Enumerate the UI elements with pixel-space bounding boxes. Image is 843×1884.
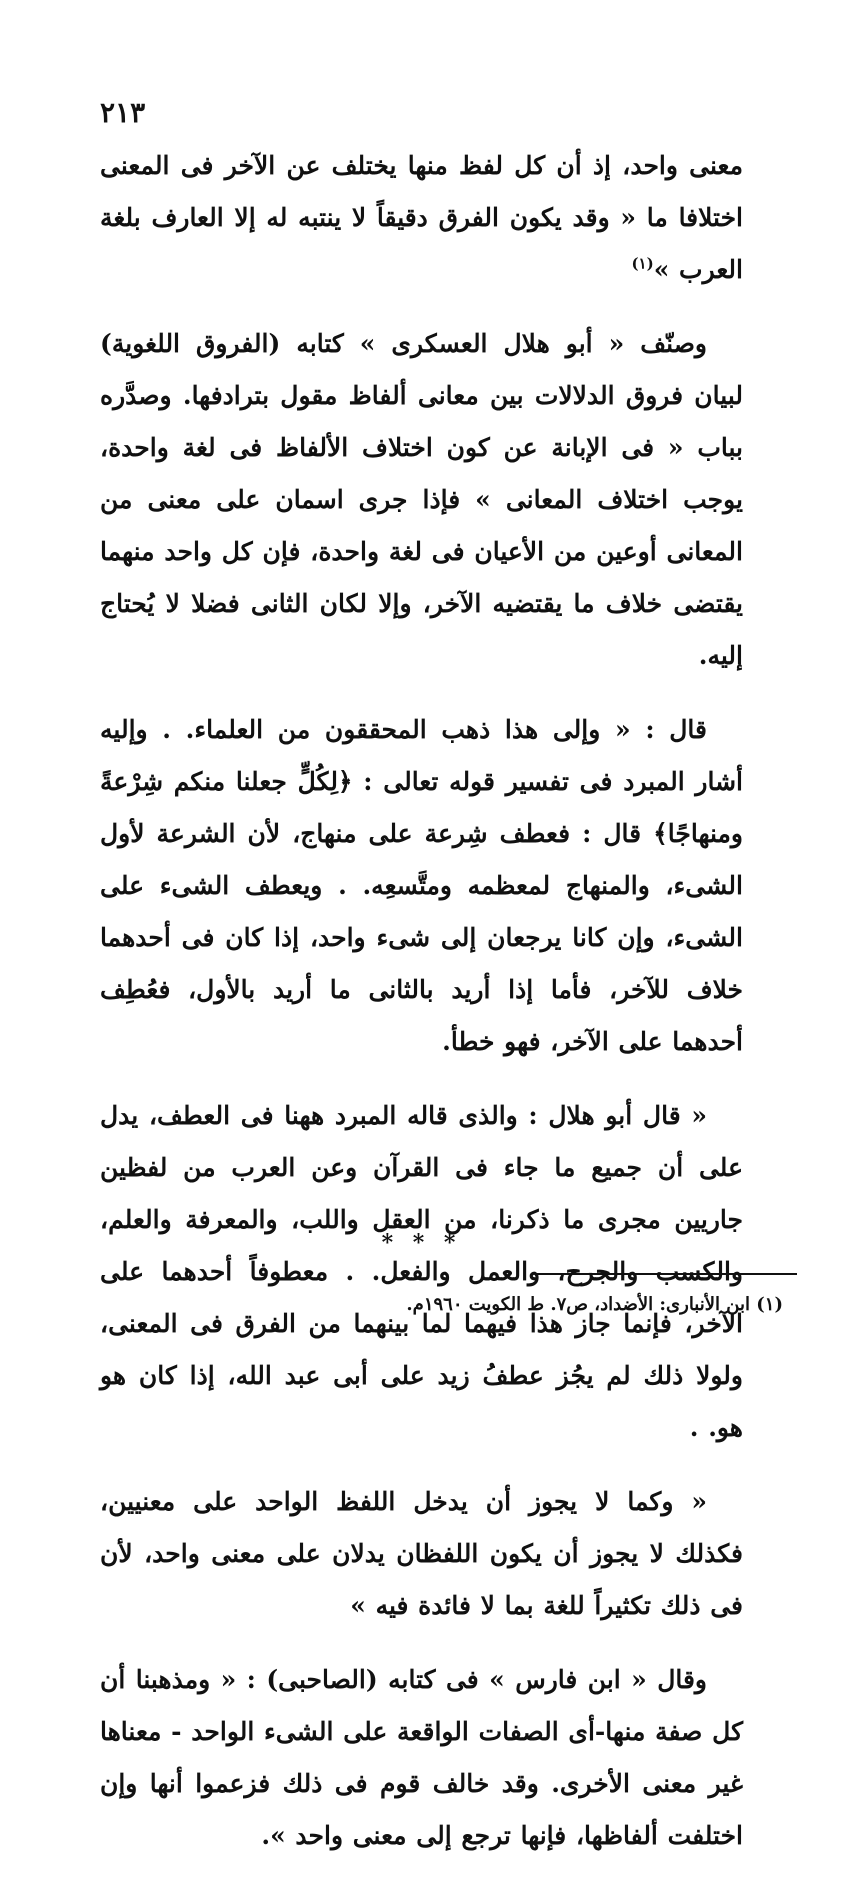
paragraph-3: قال : « وإلى هذا ذهب المحققون من العلماء. . وإليه أشار المبرد فى تفسير قوله تعالى : ﴿لِكُلٍّ جعلنا منكم شِرْعةً ومنهاجًا﴾ قال : فعطف شِرعة على منهاج، لأن الشرعة لأول الشىء، والمنهاج لمعظمه ومتَّسعِه. . ويعطف الشىء على الشىء، وإن كانا يرجعان إلى شىء واحد، إذا كان فى أحدهما خلاف للآخر، فأما إذا أريد بالثانى ما أريد بالأول، فعُطِف أحدهما على الآخر، فهو خطأ. — [100, 715, 743, 1056]
section-separator: * * * — [381, 1230, 462, 1256]
paragraph-5: « وكما لا يجوز أن يدخل اللفظ الواحد على معنيين، فكذلك لا يجوز أن يكون اللفظان يدلان على معنى واحد، لأن فى ذلك تكثيراً للغة بما لا فائدة فيه » — [100, 1487, 743, 1620]
footnote-text: (١) ابن الأنبارى: الأضداد، ص٧. ط الكويت ١٩٦٠م. — [406, 1294, 783, 1315]
paragraph-6: وقال « ابن فارس » فى كتابه (الصاحبى) : « ومذهبنا أن كل صفة منها-أى الصفات الواقعة على الشىء الواحد - معناها غير معنى الأخرى. وقد خالف قوم فى ذلك فزعموا أنها وإن اختلفت ألفاظها، فإنها ترجع إلى معنى واحد ». — [100, 1665, 743, 1850]
paragraph-2: وصنّف « أبو هلال العسكرى » كتابه (الفروق اللغوية) لبيان فروق الدلالات بين معانى ألفاظ مقول بترادفها. وصدَّره بباب « فى الإبانة عن كون اختلاف الألفاظ فى لغة واحدة، يوجب اختلاف المعانى » فإذا جرى اسمان على معنى من المعانى أوعين من الأعيان فى لغة واحدة، فإن كل واحد منهما يقتضى خلاف ما يقتضيه الآخر، وإلا لكان الثانى فضلا لا يُحتاج إليه. — [100, 329, 743, 670]
footnote-divider — [535, 1273, 797, 1275]
body-text — [100, 140, 743, 1884]
footnote-reference[interactable]: (١) — [631, 254, 654, 273]
page-number: ٢١٣ — [100, 96, 146, 129]
paragraph-1-text: معنى واحد، إذ أن كل لفظ منها يختلف عن الآخر فى المعنى اختلافا ما « وقد يكون الفرق دقيقاً لا ينتبه له إلا العارف بلغة العرب » — [100, 151, 743, 284]
paragraph-1 — [100, 140, 743, 296]
paragraph-4: « قال أبو هلال : والذى قاله المبرد ههنا فى العطف، يدل على أن جميع ما جاء فى القرآن وعن العرب من لفظين جاريين مجرى ما ذكرنا، من العقل واللب، والمعرفة والعلم، والكسب والجرح، والعمل والفعل. . معطوفاً أحدهما على الآخر، فإنما جاز هذا فيهما لما بينهما من الفرق فى المعنى، ولولا ذلك لم يجُز عطفُ زيد على أبى عبد الله، إذا كان هو هو. . — [100, 1101, 743, 1442]
